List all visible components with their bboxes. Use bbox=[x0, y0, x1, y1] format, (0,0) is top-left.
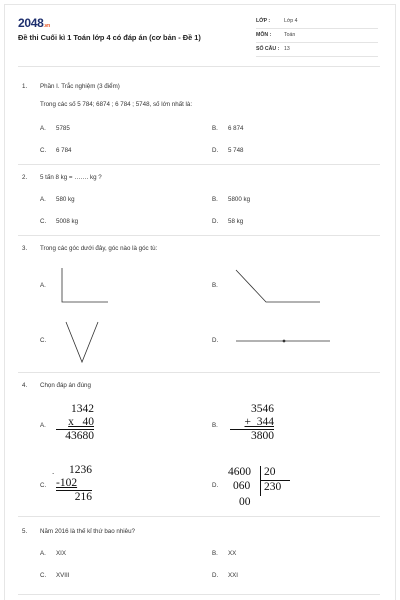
meta-class bbox=[256, 15, 378, 29]
division-vertical-line bbox=[260, 466, 261, 496]
q5-option-c-letter[interactable]: C. bbox=[40, 572, 47, 579]
q1-option-b-letter[interactable]: B. bbox=[212, 125, 218, 132]
q5-option-c[interactable]: XVIII bbox=[56, 572, 70, 579]
divider bbox=[18, 594, 380, 595]
q2-option-a-letter[interactable]: A. bbox=[40, 196, 46, 203]
logo-suffix: .vn bbox=[43, 23, 50, 29]
q3-option-c-letter[interactable]: C. bbox=[40, 337, 47, 344]
acute-angle-figure[interactable] bbox=[64, 320, 104, 364]
divider bbox=[18, 235, 380, 236]
q5-option-b-letter[interactable]: B. bbox=[212, 550, 218, 557]
question-4-number: 4. bbox=[22, 382, 28, 389]
q5-option-d[interactable]: XXI bbox=[228, 572, 238, 579]
q2-option-c[interactable]: 5008 kg bbox=[56, 218, 79, 225]
product: 43680 bbox=[65, 430, 94, 442]
q4-option-b-addition[interactable] bbox=[230, 403, 274, 443]
dividend: 4600 bbox=[228, 466, 251, 478]
subtraction-dot: . bbox=[52, 467, 55, 476]
right-angle-figure[interactable] bbox=[60, 268, 110, 304]
meta-subject bbox=[256, 29, 378, 43]
subtrahend-line: -102 bbox=[56, 477, 78, 489]
question-2-stem: 5 tấn 8 kg = ……. kg ? bbox=[40, 174, 102, 181]
q2-option-b-letter[interactable]: B. bbox=[212, 196, 218, 203]
q4-option-c-subtraction[interactable] bbox=[56, 464, 92, 504]
q2-option-a[interactable]: 580 kg bbox=[56, 196, 75, 203]
minuend: 1236 bbox=[69, 464, 92, 476]
q5-option-a-letter[interactable]: A. bbox=[40, 550, 46, 557]
meta-key: LỚP : bbox=[256, 18, 271, 24]
question-1-number: 1. bbox=[22, 83, 28, 90]
q2-option-c-letter[interactable]: C. bbox=[40, 218, 47, 225]
meta-value: Lớp 4 bbox=[284, 18, 298, 24]
meta-question-count bbox=[256, 43, 378, 57]
question-1-stem: Trong các số 5 784; 6874 ; 6 784 ; 5748, số lớn nhất là: bbox=[40, 101, 193, 108]
question-3-number: 3. bbox=[22, 245, 28, 252]
divisor: 20 bbox=[264, 466, 276, 478]
addend-1: 3546 bbox=[251, 403, 274, 415]
q3-option-b-letter[interactable]: B. bbox=[212, 282, 218, 289]
logo-text: 2048 bbox=[18, 16, 44, 30]
straight-angle-figure[interactable] bbox=[234, 336, 334, 346]
q1-option-b[interactable]: 6 874 bbox=[228, 125, 244, 132]
site-logo[interactable] bbox=[18, 16, 50, 30]
q3-option-d-letter[interactable]: D. bbox=[212, 337, 219, 344]
q4-option-a-letter[interactable]: A. bbox=[40, 422, 46, 429]
q4-option-d-division[interactable] bbox=[228, 466, 298, 512]
meta-value: Toán bbox=[284, 32, 296, 38]
difference: 216 bbox=[74, 491, 92, 503]
q5-option-b[interactable]: XX bbox=[228, 550, 237, 557]
divider bbox=[18, 372, 380, 373]
divider bbox=[18, 516, 380, 517]
meta-key: MÔN : bbox=[256, 32, 272, 38]
partial-remainder: 060 bbox=[233, 480, 251, 492]
q2-option-d-letter[interactable]: D. bbox=[212, 218, 219, 225]
quotient: 230 bbox=[264, 481, 282, 493]
q4-option-d-letter[interactable]: D. bbox=[212, 482, 219, 489]
q1-option-a-letter[interactable]: A. bbox=[40, 125, 46, 132]
divider bbox=[18, 66, 380, 67]
q1-option-d[interactable]: 5 748 bbox=[228, 147, 244, 154]
meta-key: SỐ CÂU : bbox=[256, 46, 280, 52]
q4-option-b-letter[interactable]: B. bbox=[212, 422, 218, 429]
q5-option-d-letter[interactable]: D. bbox=[212, 572, 219, 579]
q2-option-b[interactable]: 5800 kg bbox=[228, 196, 251, 203]
addend-2-line: + 344 bbox=[244, 416, 274, 428]
sum: 3800 bbox=[251, 430, 274, 442]
question-5-stem: Năm 2016 là thế kỉ thứ bao nhiêu? bbox=[40, 528, 135, 535]
q1-option-c[interactable]: 6 784 bbox=[56, 147, 72, 154]
q4-option-c-letter[interactable]: C. bbox=[40, 482, 47, 489]
q5-option-a[interactable]: XIX bbox=[56, 550, 66, 557]
final-remainder: 00 bbox=[239, 496, 251, 508]
multiplicand: 1342 bbox=[71, 403, 94, 415]
q1-option-a[interactable]: 5785 bbox=[56, 125, 70, 132]
question-4-stem: Chọn đáp án đúng bbox=[40, 382, 91, 389]
q1-option-d-letter[interactable]: D. bbox=[212, 147, 219, 154]
obtuse-angle-figure[interactable] bbox=[232, 268, 322, 308]
meta-value: 13 bbox=[284, 46, 290, 52]
question-2-number: 2. bbox=[22, 174, 28, 181]
q4-option-a-multiplication[interactable] bbox=[56, 403, 94, 443]
multiplier-line: x 40 bbox=[68, 416, 94, 428]
q1-option-c-letter[interactable]: C. bbox=[40, 147, 47, 154]
question-3-stem: Trong các góc dưới đây, góc nào là góc tù: bbox=[40, 245, 158, 252]
q3-option-a-letter[interactable]: A. bbox=[40, 282, 46, 289]
document-title: Đề thi Cuối kì 1 Toán lớp 4 có đáp án (cơ bản - Đề 1) bbox=[18, 33, 201, 42]
divider bbox=[18, 164, 380, 165]
question-5-number: 5. bbox=[22, 528, 28, 535]
question-1-section: Phần I. Trắc nghiệm (3 điểm) bbox=[40, 83, 120, 90]
q2-option-d[interactable]: 58 kg bbox=[228, 218, 244, 225]
